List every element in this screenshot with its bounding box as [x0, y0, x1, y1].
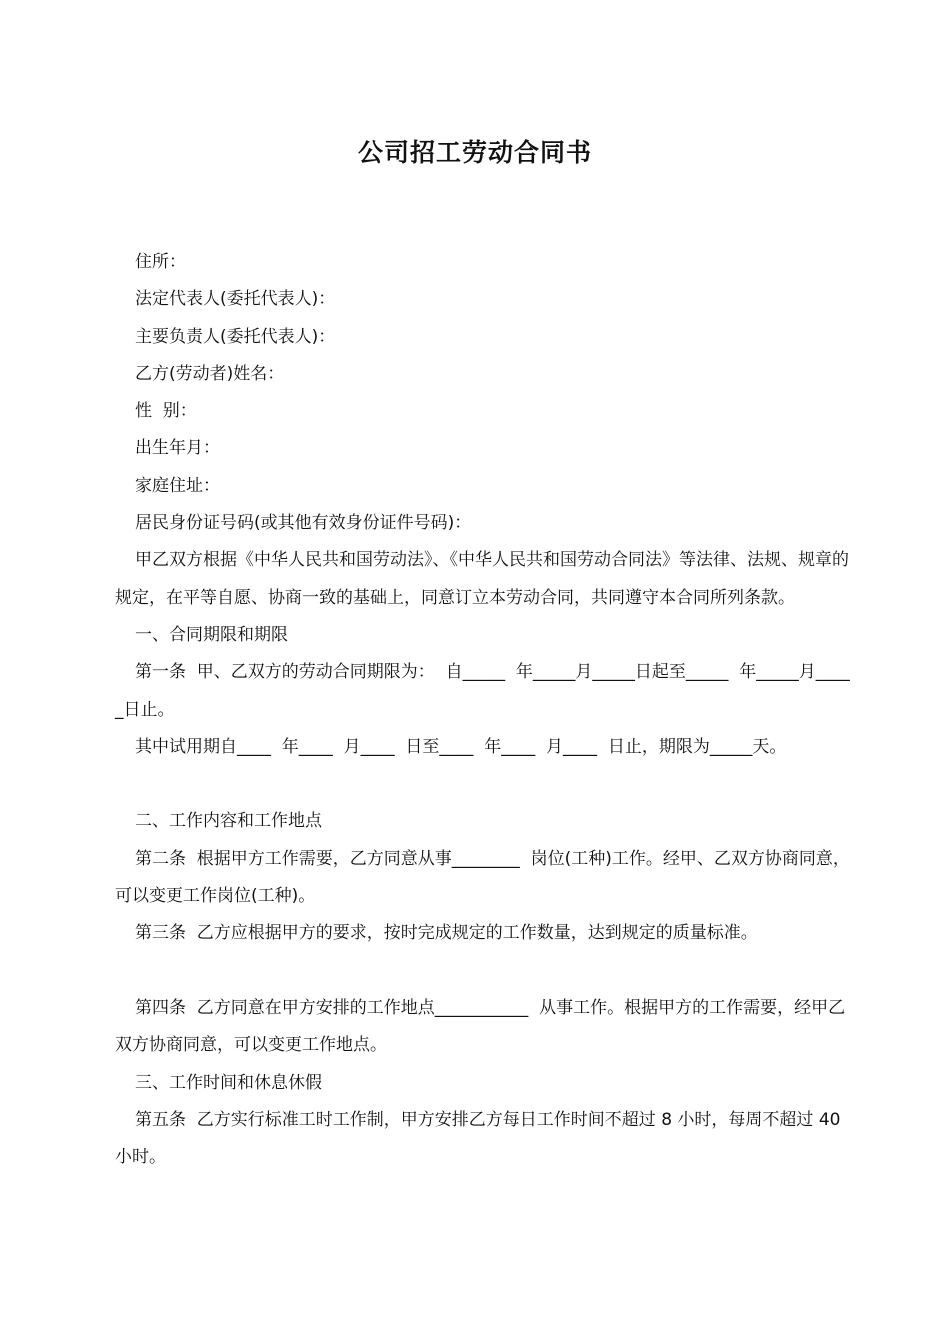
article-2: 第二条 根据甲方工作需要，乙方同意从事________ 岗位(工种)工作。经甲、乙双方协商同意，可以变更工作岗位(工种)。: [115, 848, 850, 907]
section-heading: 一、合同期限和期限: [135, 624, 288, 645]
field-address: 住所：: [135, 252, 186, 272]
article-1: 第一条 甲、乙双方的劳动合同期限为： 自_____ 年_____月_____日起至_____ 年_____月_____日止。: [115, 662, 850, 720]
spacer: [115, 766, 850, 803]
section-heading: 三、工作时间和休息休假: [135, 1072, 322, 1093]
trial-period: 其中试用期自____ 年____ 月____ 日至____ 年____ 月____ 日止，期限为_____天。: [135, 736, 787, 757]
intro-paragraph: 甲乙双方根据《中华人民共和国劳动法》、《中华人民共和国劳动合同法》等法律、法规、规章的规定，在平等自愿、协商一致的基础上，同意订立本劳动合同，共同遵守本合同所列条款。: [115, 550, 849, 608]
document-title: 公司招工劳动合同书: [357, 138, 592, 167]
field-worker-name: 乙方(劳动者)姓名：: [135, 363, 285, 384]
article-3: 第三条 乙方应根据甲方的要求，按时完成规定的工作数量，达到规定的质量标准。: [135, 923, 758, 944]
field-main-person: 主要负责人(委托代表人)：: [135, 326, 336, 347]
field-legal-rep: 法定代表人(委托代表人)：: [135, 289, 336, 310]
spacer: [115, 953, 850, 990]
field-birth: 出生年月：: [135, 438, 220, 459]
field-gender: 性 别：: [135, 401, 197, 422]
article-5: 第五条 乙方实行标准工时工作制，甲方安排乙方每日工作时间不超过 8 小时，每周不超过 40 小时。: [115, 1109, 846, 1168]
section-heading: 二、工作内容和工作地点: [135, 811, 322, 832]
field-id-number: 居民身份证号码(或其他有效身份证件号码)：: [135, 513, 472, 534]
article-4: 第四条 乙方同意在甲方安排的工作地点___________ 从事工作。根据甲方的工作需要，经甲乙双方协商同意，可以变更工作地点。: [115, 997, 846, 1056]
document-body: [115, 244, 850, 1176]
field-home-address: 家庭住址：: [135, 475, 220, 496]
